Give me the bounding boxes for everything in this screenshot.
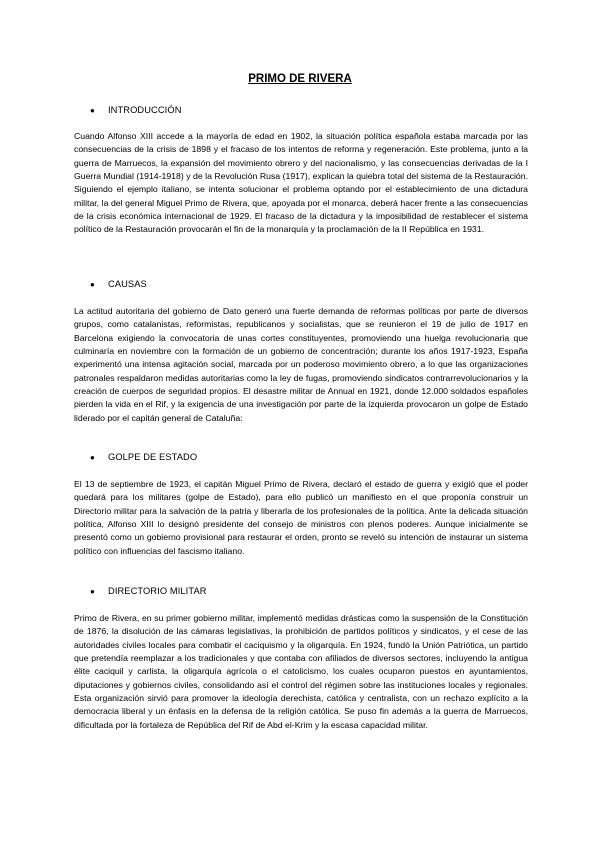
section-heading-label: DIRECTORIO MILITAR [108, 586, 207, 596]
section-heading-causas [90, 279, 147, 289]
section-heading-directorio-militar [90, 586, 207, 596]
section-heading-label: GOLPE DE ESTADO [108, 452, 198, 462]
bullet-icon: ● [90, 587, 95, 596]
section-heading-introduccion [90, 105, 182, 115]
section-heading-label: CAUSAS [108, 279, 147, 289]
section-heading-golpe-de-estado [90, 452, 197, 462]
section-paragraph-introduccion: Cuando Alfonso XIII accede a la mayoría de edad en 1902, la situación política española estaba marcada por las consecuencias de la crisis de 1898 y el fracaso de los intentos de reforma y regeneración. Este problema, junto a la guerra de Marruecos, la expansión del movimiento obrero y del nacionalismo, y las consecuencias derivadas de la I Guerra Mundial (1914-1918) y de la Revolución Rusa (1917), explican la quiebra total del sistema de la Restauración. Siguiendo el ejemplo italiano, se intenta solucionar el problema optando por el establecimiento de una dictadura militar, la del general Miguel Primo de Rivera, que, apoyada por el monarca, deberá hacer frente a las consecuencias de la crisis económica internacional de 1929. El fracaso de la dictadura y la imposibilidad de restablecer el sistema político de la Restauración provocarán el fin de la monarquía y la proclamación de la II República en 1931. [74, 131, 528, 235]
section-paragraph-directorio-militar: Primo de Rivera, en su primer gobierno militar, implementó medidas drásticas como la suspensión de la Constitución de 1876, la disolución de las cámaras legislativas, la prohibición de partidos políticos y sindicatos, y el cese de las autoridades civiles locales para combatir el caciquismo y la oligarquía. En 1924, fundó la Unión Patriótica, un partido que pretendía reemplazar a los tradicionales y que contaba con afiliados de diversos sectores, incluyendo la antigua élite caciquil y carlista, la oligarquía agrícola o el catolicismo, los cuales ocuparon puestos en ayuntamientos, diputaciones y gobiernos civiles, consolidando así el control del régimen sobre las instituciones locales y regionales. Esta organización sirvió para promover la ideología derechista, católica y centralista, con un rechazo explícito a la democracia liberal y un énfasis en la defensa de la religión católica. Se puso fin además a la guerra de Marruecos, dificultada por la fortaleza de República del Rif de Abd el-Krim y la escasa capacidad militar. [74, 613, 528, 730]
document-title: PRIMO DE RIVERA [248, 73, 352, 85]
section-paragraph-causas: La actitud autoritaria del gobierno de Dato generó una fuerte demanda de reformas políticas por parte de diversos grupos, como catalanistas, reformistas, republicanos y socialistas, que se reunieron el 19 de julio de 1917 en Barcelona exigiendo la convocatoria de unas cortes constituyentes, promoviendo una huelga revolucionaria que culminaría en noviembre con la formación de un gobierno de concentración; durante los años 1917-1923, España experimentó una intensa agitación social, marcada por un poderoso movimiento obrero, a lo que las organizaciones patronales respaldaron medidas autoritarias como la ley de fugas, promoviendo sindicatos contrarrevolucionarios y la creación de cuerpos de seguridad propios. El desastre militar de Annual en 1921, donde 12.000 soldados españoles pierden la vida en el Rif, y la exigencia de una investigación por parte de la izquierda provocaron un golpe de Estado liderado por el capitán general de Cataluña: [74, 306, 528, 423]
section-heading-label: INTRODUCCIÓN [108, 105, 182, 115]
bullet-icon: ● [90, 453, 95, 462]
bullet-icon: ● [90, 106, 95, 115]
bullet-icon: ● [90, 280, 95, 289]
section-paragraph-golpe-de-estado: El 13 de septiembre de 1923, el capitán Miguel Primo de Rivera, declaró el estado de guerra y exigió que el poder quedará para los militares (golpe de Estado), para ello publicó un manifiesto en el que proponía construir un Directorio militar para la salvación de la patria y liberarla de los profesionales de la política. Ante la delicada situación política, Alfonso XIII lo designó presidente del consejo de ministros con plenos poderes. Aunque inicialmente se presentó como un gobierno provisional para restaurar el orden, pronto se reveló su intención de instaurar un sistema político con influencias del fascismo italiano. [74, 479, 528, 556]
